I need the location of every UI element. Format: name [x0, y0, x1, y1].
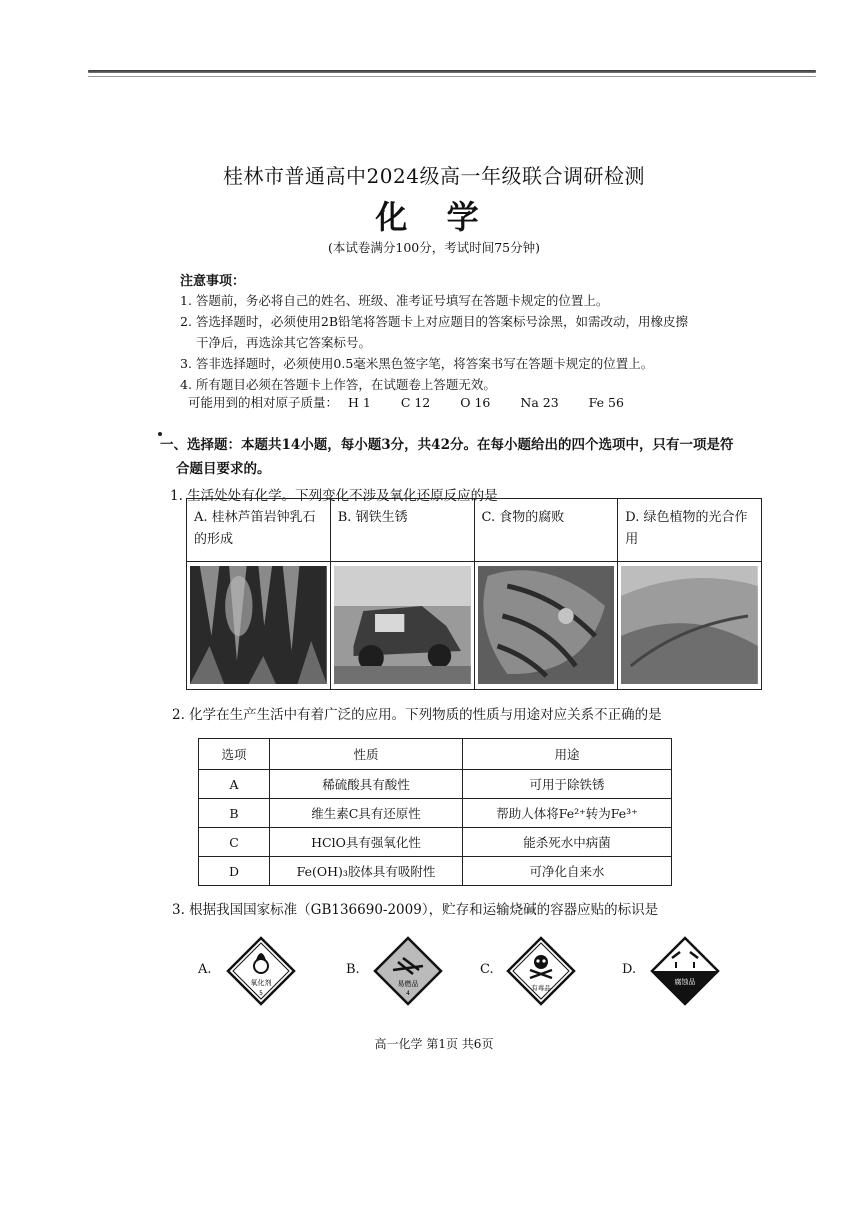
notice-list [180, 290, 780, 395]
exam-meta: (本试卷满分100分，考试时间75分钟) [327, 240, 541, 255]
q3-option-c-label: C. [480, 962, 494, 977]
flammable-sign-icon [373, 936, 443, 1006]
oxidizer-label: 氧化剂 [250, 979, 272, 987]
q2-cell: 可净化自来水 [463, 857, 672, 886]
notice-item-2: 2. 答选择题时，必须使用2B铅笔将答题卡上对应题目的答案标号涂黑，如需改动，用橡皮擦 [180, 314, 689, 329]
flammable-label: 易燃品 [397, 980, 419, 988]
q1-option-b: B. 钢铁生锈 [330, 499, 474, 562]
q1-image-cell-d [618, 561, 762, 689]
q2-cell: HClO具有强氧化性 [270, 828, 463, 857]
q2-cell: A [199, 770, 270, 799]
mass-c: C 12 [400, 395, 431, 410]
q1-image-cell-b [330, 561, 474, 689]
q1-option-c: C. 食物的腐败 [474, 499, 618, 562]
oxidizer-sign-icon [226, 936, 296, 1006]
stalactite-photo [190, 566, 327, 684]
q1-option-a: A. 桂林芦笛岩钟乳石的形成 [187, 499, 331, 562]
q2-header-property: 性质 [270, 739, 463, 770]
rotting-food-photo [478, 566, 615, 684]
notice-item-2-cont: 干净后，再选涂其它答案标号。 [196, 335, 372, 350]
q1-image-cell-c [474, 561, 618, 689]
rusty-car-photo [334, 566, 471, 684]
q3-signs [198, 936, 738, 1006]
mass-o: O 16 [460, 395, 491, 410]
top-rule-thin [88, 76, 816, 77]
section-line-1: 一、选择题：本题共14小题，每小题3分，共42分。在每小题给出的四个选项中，只有一项是符 [160, 437, 734, 453]
q2-cell: Fe(OH)₃胶体具有吸附性 [270, 857, 463, 886]
q2-header-use: 用途 [463, 739, 672, 770]
table-row [199, 799, 672, 828]
q2-cell: 可用于除铁锈 [463, 770, 672, 799]
top-rule [88, 70, 816, 73]
corrosive-label: 腐蚀品 [674, 978, 696, 986]
notice-item-4: 4. 所有题目必须在答题卡上作答，在试题卷上答题无效。 [180, 377, 496, 392]
q1-options-table [186, 498, 762, 690]
plant-leaf-photo [621, 566, 758, 684]
oxidizer-number: 5 [259, 990, 263, 997]
section-heading [160, 433, 775, 481]
q2-stem: 2. 化学在生产生活中有着广泛的应用。下列物质的性质与用途对应关系不正确的是 [172, 707, 662, 723]
q2-header-row [199, 739, 672, 770]
q3-stem: 3. 根据我国国家标准（GB136690-2009），贮存和运输烧碱的容器应贴的标识是 [172, 902, 659, 918]
mass-na: Na 23 [520, 395, 559, 410]
exam-title: 桂林市普通高中2024级高一年级联合调研检测 [223, 164, 645, 188]
table-row [199, 857, 672, 886]
q3-option-a-label: A. [198, 962, 212, 977]
subject-title: 化 学 [375, 198, 493, 236]
q2-cell: C [199, 828, 270, 857]
toxic-sign-icon [506, 936, 576, 1006]
q1-image-cell-a [187, 561, 331, 689]
q2-cell: 能杀死水中病菌 [463, 828, 672, 857]
q2-cell: D [199, 857, 270, 886]
q2-cell: B [199, 799, 270, 828]
q2-cell: 维生素C具有还原性 [270, 799, 463, 828]
masses-label: 可能用到的相对原子质量： [188, 395, 339, 410]
page-footer: 高一化学 第1页 共6页 [374, 1037, 494, 1051]
toxic-label: 有毒品 [531, 984, 551, 992]
q3-option-d-label: D. [622, 962, 637, 977]
table-row [199, 828, 672, 857]
q2-cell: 稀硫酸具有酸性 [270, 770, 463, 799]
flammable-number: 4 [406, 990, 410, 997]
q2-header-option: 选项 [199, 739, 270, 770]
notice-item-3: 3. 答非选择题时，必须使用0.5毫米黑色签字笔，将答案书写在答题卡规定的位置上。 [180, 356, 654, 371]
section-line-2: 合题目要求的。 [176, 461, 271, 477]
table-row [199, 770, 672, 799]
q1-stem: 1. 生活处处有化学。下列变化不涉及氧化还原反应的是 [170, 488, 498, 504]
q3-option-b-label: B. [346, 962, 360, 977]
corrosive-sign-icon [650, 936, 720, 1006]
mass-h: H 1 [348, 395, 371, 410]
notice-item-1: 1. 答题前，务必将自己的姓名、班级、准考证号填写在答题卡规定的位置上。 [180, 293, 609, 308]
atomic-masses [188, 393, 650, 411]
mass-fe: Fe 56 [588, 395, 624, 410]
q1-option-d: D. 绿色植物的光合作用 [618, 499, 762, 562]
q2-table [198, 738, 672, 886]
q2-cell: 帮助人体将Fe²⁺转为Fe³⁺ [463, 799, 672, 828]
notice-title: 注意事项： [180, 274, 246, 289]
